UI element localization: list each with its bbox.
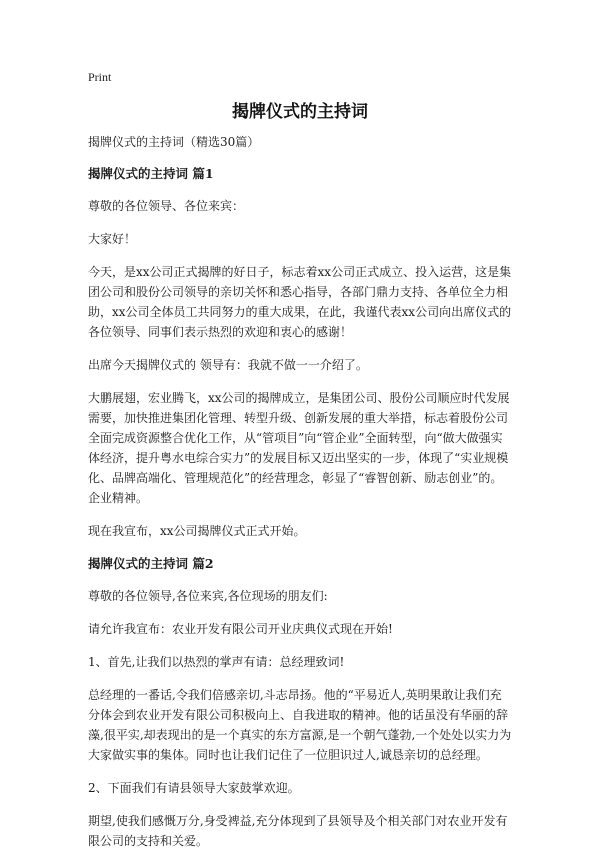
paragraph: 2、下面我们有请县领导大家鼓掌欢迎。	[88, 781, 300, 795]
paragraph: 大家好！	[88, 232, 137, 246]
subtitle: 揭牌仪式的主持词（精选30篇）	[88, 135, 260, 149]
section-heading-2: 揭牌仪式的主持词 篇2	[88, 556, 214, 571]
article-body	[88, 132, 512, 864]
print-link[interactable]: Print	[88, 70, 112, 84]
paragraph: 尊敬的各位领导、各位来宾：	[88, 199, 245, 213]
paragraph: 期望,使我们感慨万分,身受裨益,充分体现到了县领导及个相关部门对农业开发有限公司的支持和关爱。	[88, 814, 508, 848]
paragraph: 大鹏展翅，宏业腾飞，xx公司的揭牌成立，是集团公司、股份公司顺应时代发展需要，加快推进集团化管理、转型升级、创新发展的重大举措，标志着股份公司全面完成资源整合优化工作，从“管项目”向“管企业”全面转型，向“做大做强实体经济，提升粤水电综合实力”的发展目标又迈出坚实的一步，体现了“实业规模化、品牌高端化、管理规范化”的经营理念，彰显了“睿智创新、励志创业”的。企业精神。	[88, 391, 510, 505]
paragraph: 尊敬的各位领导,各位来宾,各位现场的朋友们:	[88, 589, 328, 603]
page-title: 揭牌仪式的主持词	[232, 102, 368, 122]
paragraph: 总经理的一番话,令我们倍感亲切,斗志昂扬。他的“平易近人,英明果敢让我们充分体会到农业开发有限公司积极向上、自我进取的精神。他的话虽没有华丽的辞藻,很平实,却表现出的是一个真实的东方富源,是一个朝气蓬勃,一个处处以实力为大家做实事的集体。同时也让我们记住了一位胆识过人,诚恳亲切的总经理。	[88, 688, 512, 762]
paragraph: 出席今天揭牌仪式的 领导有：我就不做一一介绍了。	[88, 358, 368, 372]
paragraph: 现在我宣布，xx公司揭牌仪式正式开始。	[88, 524, 306, 538]
paragraph: 1、首先,让我们以热烈的掌声有请：总经理致词!	[88, 655, 345, 669]
section-heading-1: 揭牌仪式的主持词 篇1	[88, 166, 214, 181]
paragraph: 请允许我宣布：农业开发有限公司开业庆典仪式现在开始!	[88, 622, 393, 636]
paragraph: 今天，是xx公司正式揭牌的好日子，标志着xx公司正式成立、投入运营，这是集团公司和股份公司领导的亲切关怀和悉心指导，各部门鼎力支持、各单位全力相助，xx公司全体员工共同努力的重大成果，在此，我谨代表xx公司向出席仪式的各位领导、同事们表示热烈的欢迎和衷心的感谢！	[88, 265, 512, 339]
